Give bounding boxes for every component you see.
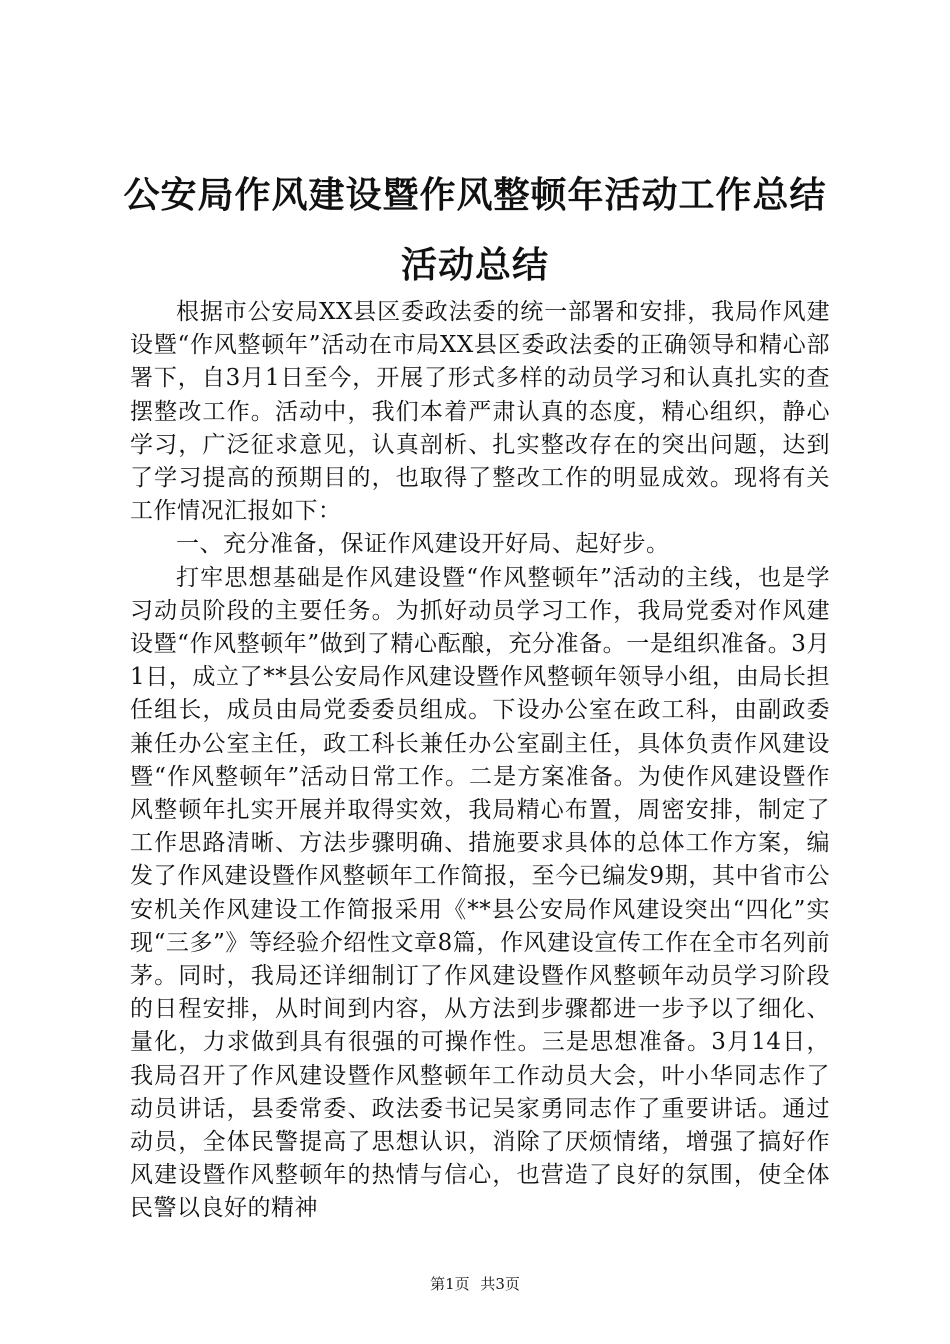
document-body [130,296,830,1226]
page-total: 共3页 [480,1275,520,1293]
page-footer [0,1274,950,1294]
paragraph-intro: 根据市公安局XX县区委政法委的统一部署和安排，我局作风建设暨“作风整顿年”活动在市局XX县区委政法委的正确领导和精心部署下，自3月1日至今，开展了形式多样的动员学习和认真扎实的查摆整改工作。活动中，我们本着严肃认真的态度，精心组织，静心学习，广泛征求意见，认真剖析、扎实整改存在的突出问题，达到了学习提高的预期目的，也取得了整改工作的明显成效。现将有关工作情况汇报如下： [130,299,830,525]
paragraph-preparation: 打牢思想基础是作风建设暨“作风整顿年”活动的主线，也是学习动员阶段的主要任务。为抓好动员学习工作，我局党委对作风建设暨“作风整顿年”做到了精心酝酿，充分准备。一是组织准备。3月1日，成立了**县公安局作风建设暨作风整顿年领导小组，由局长担任组长，成员由局党委委员组成。下设办公室在政工科，由副政委兼任办公室主任，政工科长兼任办公室副主任，具体负责作风建设暨“作风整顿年”活动日常工作。二是方案准备。为使作风建设暨作风整顿年扎实开展并取得实效，我局精心布置，周密安排，制定了工作思路清晰、方法步骤明确、措施要求具体的总体工作方案，编发了作风建设暨作风整顿年工作简报，至今已编发9期，其中省市公安机关作风建设工作简报采用《**县公安局作风建设突出“四化”实现“三多”》等经验介绍性文章8篇，作风建设宣传工作在全市名列前茅。同时，我局还详细制订了作风建设暨作风整顿年动员学习阶段的日程安排，从时间到内容，从方法到步骤都进一步予以了细化、量化，力求做到具有很强的可操作性。三是思想准备。3月14日，我局召开了作风建设暨作风整顿年工作动员大会，叶小华同志作了动员讲话，县委常委、政法委书记吴家勇同志作了重要讲话。通过动员，全体民警提高了思想认识，消除了厌烦情绪，增强了搞好作风建设暨作风整顿年的热情与信心，也营造了良好的氛围，使全体民警以良好的精神 [130,564,830,1222]
page-number: 第1页 [430,1275,470,1293]
document-title: 公安局作风建设暨作风整顿年活动工作总结活动总结 [123,174,827,286]
section-heading-1: 一、充分准备，保证作风建设开好局、起好步。 [176,531,670,558]
